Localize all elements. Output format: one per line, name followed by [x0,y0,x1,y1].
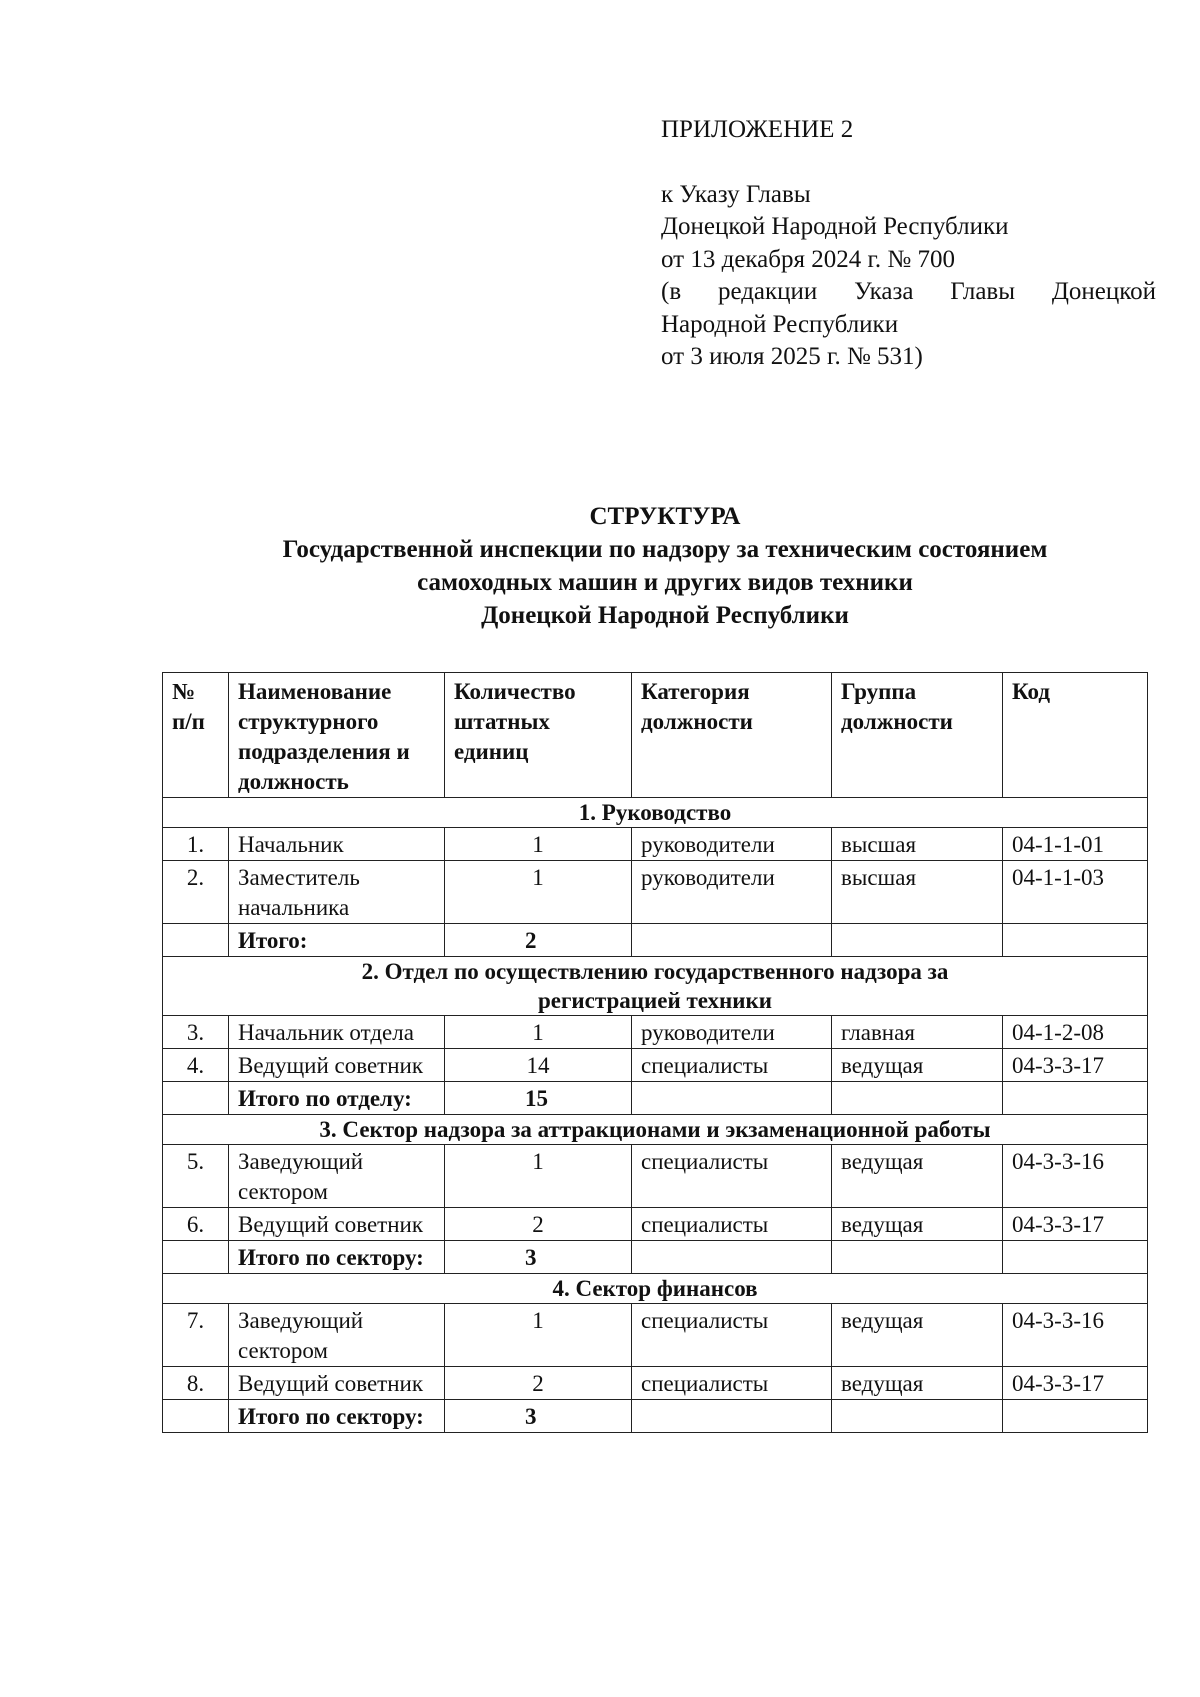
cell-num: 6. [163,1208,229,1241]
cell-empty [632,1400,832,1433]
cell-num: 1. [163,828,229,861]
cell-empty [832,1241,1003,1274]
cell-category: специалисты [632,1145,832,1208]
total-row [163,924,1148,957]
cell-empty [1003,1082,1148,1115]
cell-num: 4. [163,1049,229,1082]
cell-count: 1 [445,861,632,924]
cell-category: специалисты [632,1049,832,1082]
section-title: 1. Руководство [163,798,1148,828]
table-row [163,1016,1148,1049]
total-count: 3 [445,1400,632,1433]
cell-group: ведущая [832,1145,1003,1208]
cell-count: 1 [445,1304,632,1367]
header-code: Код [1003,673,1148,798]
cell-empty [632,1241,832,1274]
appendix-line: от 3 июля 2025 г. № 531) [661,343,923,370]
cell-empty [632,924,832,957]
total-label: Итого: [229,924,445,957]
cell-empty [163,924,229,957]
cell-name: Ведущий советник [229,1049,445,1082]
cell-count: 1 [445,1016,632,1049]
cell-empty [163,1082,229,1115]
cell-category: специалисты [632,1367,832,1400]
cell-code: 04-1-2-08 [1003,1016,1148,1049]
header-category: Категория должности [632,673,832,798]
section-row [163,1274,1148,1304]
cell-empty [832,924,1003,957]
section-title: 4. Сектор финансов [163,1274,1148,1304]
cell-empty [832,1082,1003,1115]
cell-code: 04-1-1-01 [1003,828,1148,861]
cell-group: ведущая [832,1367,1003,1400]
cell-group: ведущая [832,1049,1003,1082]
cell-count: 14 [445,1049,632,1082]
total-row [163,1400,1148,1433]
cell-group: высшая [832,828,1003,861]
cell-category: специалисты [632,1304,832,1367]
table-row [163,1304,1148,1367]
cell-name: Заведующий сектором [229,1304,445,1367]
cell-empty [1003,1400,1148,1433]
section-row [163,957,1148,1016]
cell-name: Заместитель начальника [229,861,445,924]
cell-code: 04-3-3-16 [1003,1145,1148,1208]
appendix-line: Донецкой Народной Республики [661,213,1009,240]
cell-category: руководители [632,861,832,924]
cell-num: 8. [163,1367,229,1400]
appendix-block [661,114,1156,374]
cell-count: 2 [445,1208,632,1241]
cell-empty [163,1241,229,1274]
section-title-text: 2. Отдел по осуществлению государственного надзора за регистрацией техники [361,959,949,1013]
section-row [163,1115,1148,1145]
cell-code: 04-3-3-17 [1003,1367,1148,1400]
section-title: 3. Сектор надзора за аттракционами и экзаменационной работы [163,1115,1148,1145]
total-label: Итого по сектору: [229,1241,445,1274]
cell-name: Ведущий советник [229,1208,445,1241]
cell-name: Начальник [229,828,445,861]
document-title [150,500,1180,632]
total-count: 3 [445,1241,632,1274]
table-row [163,1145,1148,1208]
title-subline: Государственной инспекции по надзору за техническим состоянием [282,536,1048,563]
title-heading: СТРУКТУРА [589,503,741,530]
header-name: Наименование структурного подразделения и должность [229,673,445,798]
section-row [163,798,1148,828]
appendix-line: к Указу Главы [661,180,811,208]
structure-table [162,672,1148,1433]
appendix-line: (в редакции Указа Главы Донецкой [661,278,1156,305]
cell-num: 7. [163,1304,229,1367]
total-label: Итого по сектору: [229,1400,445,1433]
cell-name: Ведущий советник [229,1367,445,1400]
appendix-line: от 13 декабря 2024 г. № 700 [661,245,956,273]
title-subline: самоходных машин и других видов техники [417,569,913,596]
cell-num: 5. [163,1145,229,1208]
cell-category: руководители [632,828,832,861]
cell-num: 3. [163,1016,229,1049]
cell-category: специалисты [632,1208,832,1241]
table-row [163,1208,1148,1241]
table-row [163,1367,1148,1400]
total-count: 2 [445,924,632,957]
cell-empty [632,1082,832,1115]
table-row [163,828,1148,861]
cell-group: высшая [832,861,1003,924]
cell-num: 2. [163,861,229,924]
table-row [163,861,1148,924]
cell-code: 04-1-1-03 [1003,861,1148,924]
cell-count: 1 [445,828,632,861]
cell-empty [832,1400,1003,1433]
table-row [163,1049,1148,1082]
cell-category: руководители [632,1016,832,1049]
cell-empty [1003,1241,1148,1274]
cell-name: Начальник отдела [229,1016,445,1049]
cell-name: Заведующий сектором [229,1145,445,1208]
total-count: 15 [445,1082,632,1115]
total-row [163,1241,1148,1274]
cell-code: 04-3-3-17 [1003,1049,1148,1082]
cell-empty [1003,924,1148,957]
header-num: № п/п [163,673,229,798]
header-count: Количество штатных единиц [445,673,632,798]
total-label: Итого по отделу: [229,1082,445,1115]
cell-code: 04-3-3-17 [1003,1208,1148,1241]
header-group: Группа должности [832,673,1003,798]
total-row [163,1082,1148,1115]
cell-count: 1 [445,1145,632,1208]
cell-group: ведущая [832,1208,1003,1241]
cell-group: ведущая [832,1304,1003,1367]
cell-empty [163,1400,229,1433]
appendix-title: ПРИЛОЖЕНИЕ 2 [661,116,854,143]
section-title [163,957,1148,1016]
cell-code: 04-3-3-16 [1003,1304,1148,1367]
cell-group: главная [832,1016,1003,1049]
appendix-line: Народной Республики [661,310,899,338]
table-header-row [163,673,1148,798]
title-subline: Донецкой Народной Республики [481,602,849,629]
cell-count: 2 [445,1367,632,1400]
